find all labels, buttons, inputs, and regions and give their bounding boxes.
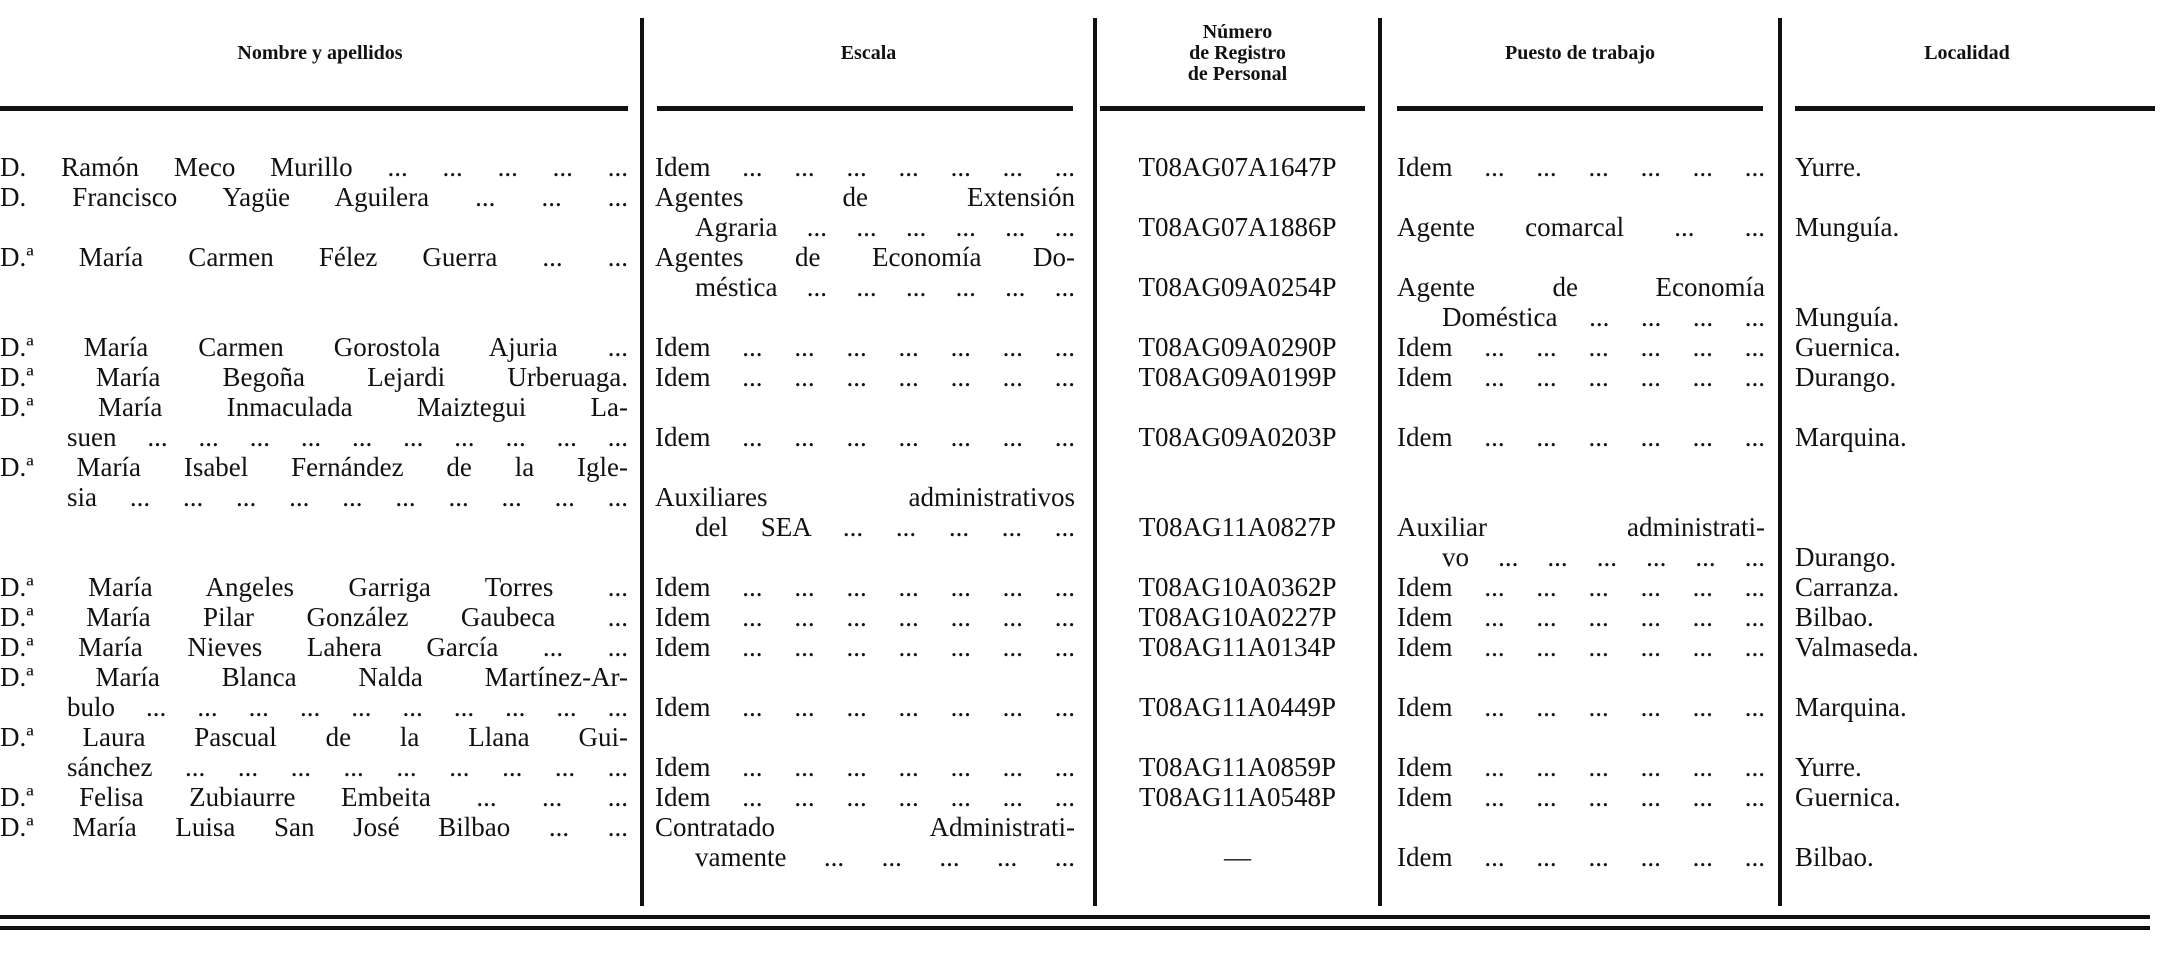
- cell-nombre: D.ª María Blanca Nalda Martínez-Ar-: [0, 662, 628, 692]
- cell-nombre: D.ª María Luisa San José Bilbao ... ...: [0, 812, 628, 842]
- cell-puesto: Idem ... ... ... ... ... ...: [1397, 632, 1765, 662]
- header-numero-line: de Registro: [1189, 41, 1286, 64]
- cell-puesto: Idem ... ... ... ... ... ...: [1397, 602, 1765, 632]
- cell-localidad: Marquina.: [1795, 422, 1907, 452]
- cell-numero-registro: T08AG11A0859P: [1138, 752, 1336, 782]
- header-rule: [0, 106, 628, 111]
- cell-puesto: Idem ... ... ... ... ... ...: [1397, 842, 1765, 872]
- cell-nombre: D.ª María Nieves Lahera García ... ...: [0, 632, 628, 662]
- header-localidad: Localidad: [1924, 41, 2010, 64]
- cell-escala: Idem ... ... ... ... ... ... ...: [655, 752, 1075, 782]
- cell-numero-registro: T08AG11A0134P: [1138, 632, 1336, 662]
- cell-numero-registro: T08AG07A1647P: [1138, 152, 1337, 182]
- cell-puesto: Agente comarcal ... ...: [1397, 212, 1765, 242]
- cell-localidad: Carranza.: [1795, 572, 1900, 602]
- cell-escala: Idem ... ... ... ... ... ... ...: [655, 332, 1075, 362]
- cell-nombre: bulo ... ... ... ... ... ... ... ... ... ...: [67, 692, 628, 722]
- cell-nombre: D.ª María Carmen Gorostola Ajuria ...: [0, 332, 628, 362]
- cell-numero-registro: T08AG07A1886P: [1138, 212, 1337, 242]
- cell-localidad: Bilbao.: [1795, 842, 1874, 872]
- header-rule: [1397, 106, 1763, 111]
- cell-localidad: Durango.: [1795, 362, 1897, 392]
- cell-localidad: Guernica.: [1795, 782, 1901, 812]
- cell-localidad: Yurre.: [1795, 752, 1862, 782]
- column-divider: [640, 18, 644, 906]
- cell-nombre: D. Francisco Yagüe Aguilera ... ... ...: [0, 182, 628, 212]
- header-numero-line: Número: [1202, 20, 1273, 43]
- cell-nombre: D.ª María Carmen Félez Guerra ... ...: [0, 242, 628, 272]
- cell-numero-registro: T08AG09A0254P: [1138, 272, 1337, 302]
- column-divider: [1778, 18, 1782, 906]
- cell-numero-registro: T08AG09A0203P: [1138, 422, 1337, 452]
- cell-escala: Auxiliares administrativos: [655, 482, 1075, 512]
- cell-puesto: Idem ... ... ... ... ... ...: [1397, 782, 1765, 812]
- header-rule: [1795, 106, 2155, 111]
- header-rule: [1100, 106, 1365, 111]
- cell-puesto: Idem ... ... ... ... ... ...: [1397, 752, 1765, 782]
- cell-escala: méstica ... ... ... ... ... ...: [695, 272, 1075, 302]
- cell-localidad: Valmaseda.: [1795, 632, 1919, 662]
- cell-puesto: Idem ... ... ... ... ... ...: [1397, 332, 1765, 362]
- cell-escala: Idem ... ... ... ... ... ... ...: [655, 692, 1075, 722]
- cell-numero-registro: T08AG09A0199P: [1138, 362, 1337, 392]
- header-numero-line: de Personal: [1187, 62, 1288, 85]
- cell-localidad: Munguía.: [1795, 212, 1900, 242]
- cell-escala: Contratado Administrati-: [655, 812, 1075, 842]
- cell-escala: Idem ... ... ... ... ... ... ...: [655, 152, 1075, 182]
- cell-puesto: Doméstica ... ... ... ...: [1442, 302, 1765, 332]
- cell-numero-registro: —: [1224, 842, 1251, 872]
- footer-rule: [0, 926, 2150, 930]
- cell-escala: Idem ... ... ... ... ... ... ...: [655, 782, 1075, 812]
- cell-puesto: Idem ... ... ... ... ... ...: [1397, 362, 1765, 392]
- cell-escala: vamente ... ... ... ... ...: [695, 842, 1075, 872]
- cell-puesto: Idem ... ... ... ... ... ...: [1397, 422, 1765, 452]
- cell-puesto: Idem ... ... ... ... ... ...: [1397, 692, 1765, 722]
- footer-rule: [0, 915, 2150, 919]
- cell-escala: Idem ... ... ... ... ... ... ...: [655, 602, 1075, 632]
- cell-puesto: Idem ... ... ... ... ... ...: [1397, 572, 1765, 602]
- cell-escala: Idem ... ... ... ... ... ... ...: [655, 362, 1075, 392]
- cell-escala: Idem ... ... ... ... ... ... ...: [655, 632, 1075, 662]
- header-numero: [1097, 0, 1378, 106]
- cell-nombre: D.ª María Begoña Lejardi Urberuaga.: [0, 362, 628, 392]
- cell-nombre: D. Ramón Meco Murillo ... ... ... ... ...: [0, 152, 628, 182]
- cell-escala: Idem ... ... ... ... ... ... ...: [655, 422, 1075, 452]
- cell-escala: Agentes de Extensión: [655, 182, 1075, 212]
- header-puesto: Puesto de trabajo: [1505, 41, 1655, 64]
- cell-numero-registro: T08AG10A0227P: [1138, 602, 1337, 632]
- cell-escala: Agraria ... ... ... ... ... ...: [695, 212, 1075, 242]
- cell-nombre: D.ª María Isabel Fernández de la Igle-: [0, 452, 628, 482]
- cell-puesto: Auxiliar administrati-: [1397, 512, 1765, 542]
- header-nombre: Nombre y apellidos: [237, 41, 403, 64]
- cell-nombre: suen ... ... ... ... ... ... ... ... ... ...: [67, 422, 628, 452]
- cell-numero-registro: T08AG11A0548P: [1138, 782, 1336, 812]
- cell-nombre: D.ª Felisa Zubiaurre Embeita ... ... ...: [0, 782, 628, 812]
- cell-escala: Idem ... ... ... ... ... ... ...: [655, 572, 1075, 602]
- cell-puesto: Agente de Economía: [1397, 272, 1765, 302]
- cell-nombre: sia ... ... ... ... ... ... ... ... ... ...: [67, 482, 628, 512]
- cell-numero-registro: T08AG11A0449P: [1138, 692, 1336, 722]
- cell-localidad: Yurre.: [1795, 152, 1862, 182]
- cell-localidad: Guernica.: [1795, 332, 1901, 362]
- cell-numero-registro: T08AG11A0827P: [1138, 512, 1336, 542]
- cell-numero-registro: T08AG09A0290P: [1138, 332, 1337, 362]
- cell-localidad: Munguía.: [1795, 302, 1900, 332]
- header-rule: [657, 106, 1073, 111]
- cell-nombre: D.ª María Inmaculada Maiztegui La-: [0, 392, 628, 422]
- cell-numero-registro: T08AG10A0362P: [1138, 572, 1337, 602]
- cell-nombre: D.ª Laura Pascual de la Llana Gui-: [0, 722, 628, 752]
- header-escala: Escala: [840, 41, 897, 64]
- cell-escala: del SEA ... ... ... ... ...: [695, 512, 1075, 542]
- column-divider: [1378, 18, 1382, 906]
- cell-nombre: D.ª María Angeles Garriga Torres ...: [0, 572, 628, 602]
- cell-localidad: Durango.: [1795, 542, 1897, 572]
- cell-localidad: Bilbao.: [1795, 602, 1874, 632]
- cell-escala: Agentes de Economía Do-: [655, 242, 1075, 272]
- cell-puesto: vo ... ... ... ... ... ...: [1442, 542, 1765, 572]
- cell-puesto: Idem ... ... ... ... ... ...: [1397, 152, 1765, 182]
- cell-nombre: D.ª María Pilar González Gaubeca ...: [0, 602, 628, 632]
- cell-localidad: Marquina.: [1795, 692, 1907, 722]
- cell-nombre: sánchez ... ... ... ... ... ... ... ... ...: [67, 752, 628, 782]
